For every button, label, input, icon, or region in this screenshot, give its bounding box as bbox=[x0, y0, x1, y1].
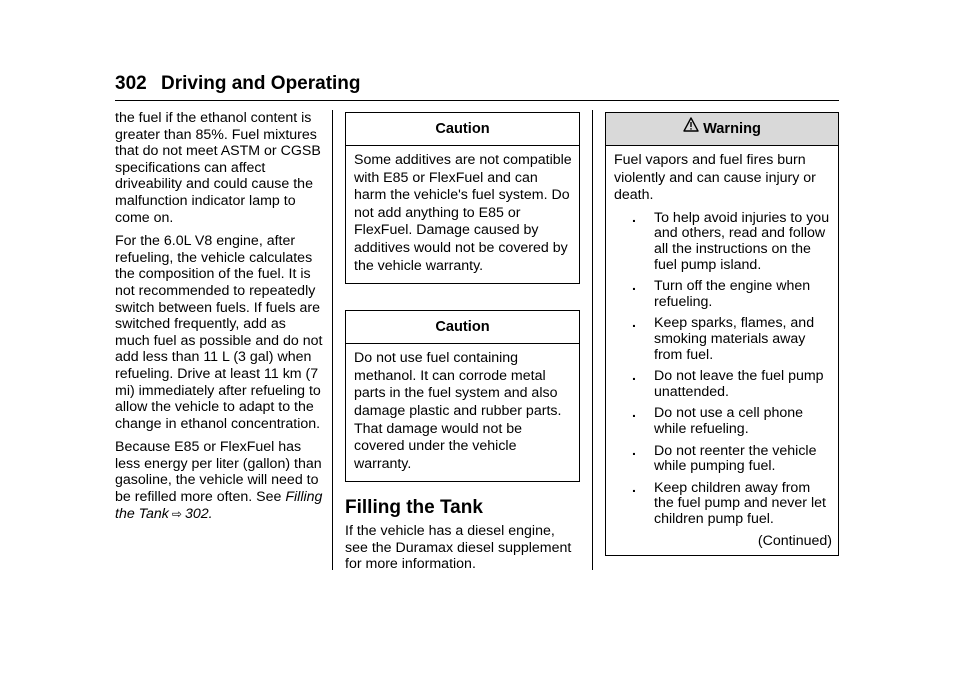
filling-the-tank-body: If the vehicle has a diesel engine, see the Duramax diesel supplement for more information. bbox=[345, 522, 572, 573]
paragraph-v8-refueling: For the 6.0L V8 engine, after refueling, the vehicle calculates the composition of the fuel. It is not recommended to repeatedly switch between fuels. If fuels are switched frequently, add as much fuel as possible and do not add less than 11 L (3 gal) when refueling. Drive at least 11 km (7 mi) immediately after refueling to allow the vehicle to adapt to the change in ethanol concentration. bbox=[115, 233, 323, 432]
paragraph-e85-text: Because E85 or FlexFuel has less energy per liter (gallon) than gasoline, the vehicle will need to be refilled more often. See bbox=[115, 439, 322, 506]
list-item: . Keep sparks, flames, and smoking materials away from fuel. bbox=[632, 315, 815, 363]
list-item: . Keep children away from the fuel pump and never let children pump fuel. bbox=[632, 479, 826, 527]
list-item: . Do not leave the fuel pump unattended. bbox=[632, 368, 824, 400]
bullet-icon: . bbox=[632, 442, 636, 459]
page-ref-icon: ⇨ bbox=[171, 506, 182, 521]
bullet-icon: . bbox=[632, 209, 636, 226]
warning-title: Warning bbox=[703, 121, 761, 137]
bullet-icon: . bbox=[632, 278, 636, 295]
warning-header bbox=[606, 113, 838, 146]
caution-title: Caution bbox=[346, 311, 579, 344]
section-title: Driving and Operating bbox=[161, 73, 361, 94]
caution-box-additives bbox=[345, 112, 580, 284]
warning-body bbox=[606, 146, 838, 555]
filling-the-tank-heading: Filling the Tank bbox=[345, 497, 483, 519]
column-divider-left bbox=[332, 110, 333, 570]
page-number: 302 bbox=[115, 73, 147, 94]
warning-box bbox=[605, 112, 839, 556]
list-item: . Do not use a cell phone while refueling. bbox=[632, 405, 804, 437]
caution-body: Do not use fuel containing methanol. It can corrode metal parts in the fuel system and also damage plastic and rubber parts. That damage would not be covered under the vehicle warranty. bbox=[354, 350, 562, 472]
warning-intro: Fuel vapors and fuel fires burn violently and can cause injury or death. bbox=[614, 152, 816, 204]
continued-label: (Continued) bbox=[757, 533, 832, 550]
bullet-icon: . bbox=[632, 368, 636, 385]
filling-the-tank-link[interactable]: Filling the Tank ⇨ 302. bbox=[115, 489, 323, 522]
bullet-icon: . bbox=[632, 405, 636, 422]
caution-body: Some additives are not compatible with E85 or FlexFuel and can harm the vehicle's fuel system. Do not add anything to E85 or FlexFuel. Damage caused by additives would not be covered by the vehicle warranty. bbox=[354, 152, 572, 274]
list-item: . To help avoid injuries to you and others, read and follow all the instructions on the fuel pump island. bbox=[632, 209, 830, 273]
list-item: . Do not reenter the vehicle while pumping fuel. bbox=[632, 442, 817, 475]
caution-box-methanol bbox=[345, 310, 580, 482]
page-header bbox=[115, 70, 839, 101]
caution-title: Caution bbox=[346, 113, 579, 146]
column-1 bbox=[115, 110, 323, 529]
list-item: . Turn off the engine when refueling. bbox=[632, 278, 811, 310]
column-3 bbox=[605, 112, 839, 556]
paragraph-ethanol-content: the fuel if the ethanol content is greater than 85%. Fuel mixtures that do not meet ASTM or CGSB specifications can affect driveability and could cause the malfunction indicator lamp to come on. bbox=[115, 110, 321, 226]
warning-triangle-icon bbox=[683, 113, 699, 145]
bullet-icon: . bbox=[632, 479, 636, 496]
bullet-icon: . bbox=[632, 315, 636, 332]
paragraph-e85-energy bbox=[115, 439, 323, 522]
warning-list bbox=[614, 211, 832, 528]
column-2 bbox=[345, 112, 580, 573]
column-divider-right bbox=[592, 110, 593, 570]
